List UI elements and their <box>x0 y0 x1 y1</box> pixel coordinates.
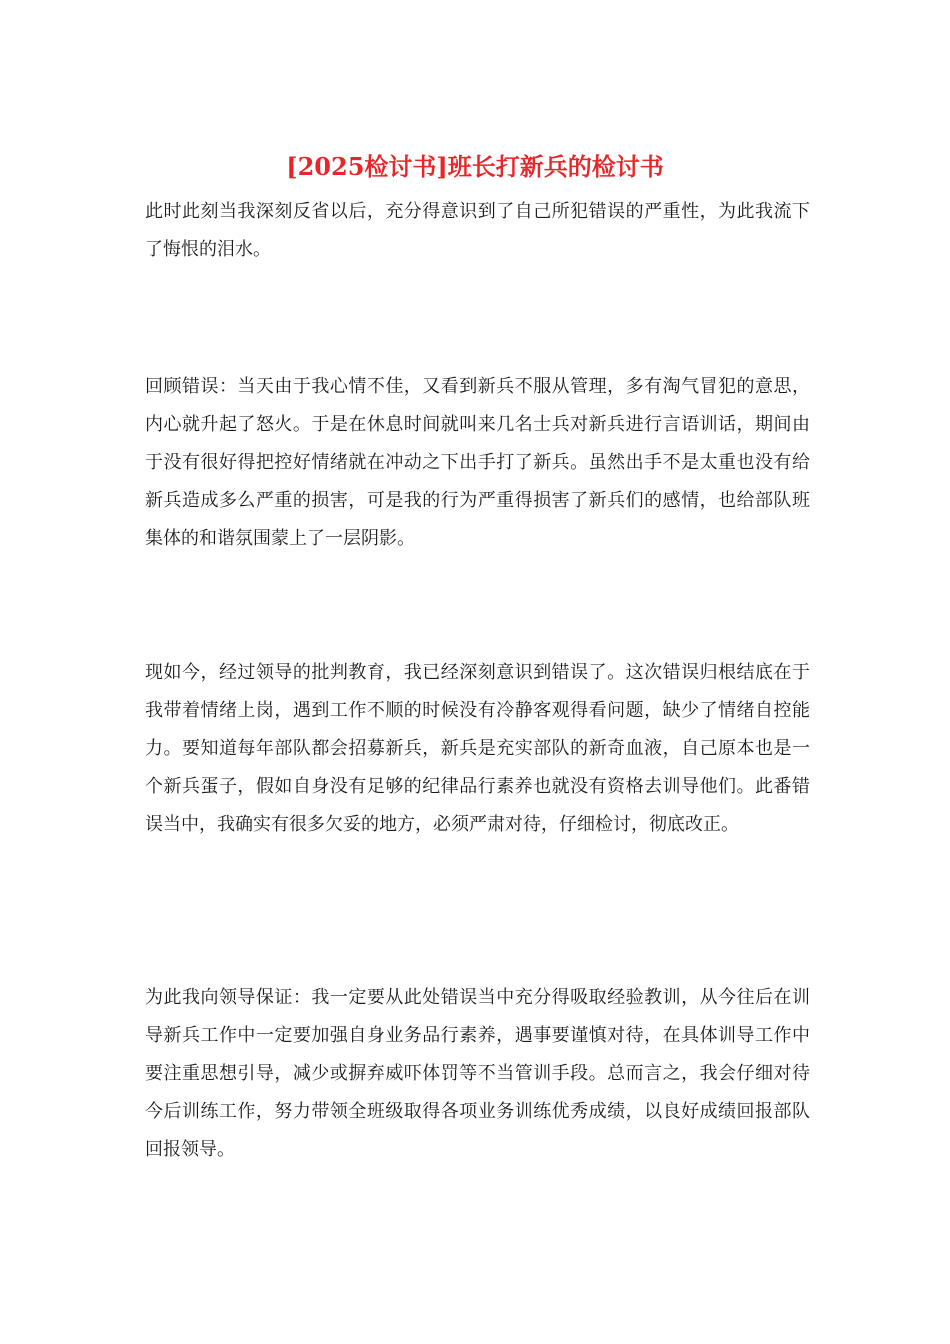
document-title: [2025检讨书]班长打新兵的检讨书 <box>286 152 664 181</box>
paragraph-pledge: 为此我向领导保证：我一定要从此处错误当中充分得吸取经验教训，从今往后在训导新兵工作中一定要加强自身业务品行素养，遇事要谨慎对待，在具体训导工作中要注重思想引导，减少或摒弃威吓体罚等不当管训手段。总而言之，我会仔细对待今后训练工作，努力带领全班级取得各项业务训练优秀成绩，以良好成绩回报部队回报领导。 <box>145 987 810 1160</box>
paragraph-review-error: 回顾错误：当天由于我心情不佳，又看到新兵不服从管理，多有淘气冒犯的意思，内心就升起了怒火。于是在休息时间就叫来几名士兵对新兵进行言语训话，期间由于没有很好得把控好情绪就在冲动之下出手打了新兵。虽然出手不是太重也没有给新兵造成多么严重的损害，可是我的行为严重得损害了新兵们的感情，也给部队班集体的和谐氛围蒙上了一层阴影。 <box>145 376 810 549</box>
paragraph-reflection: 现如今，经过领导的批判教育，我已经深刻意识到错误了。这次错误归根结底在于我带着情绪上岗，遇到工作不顺的时候没有冷静客观得看问题，缺少了情绪自控能力。要知道每年部队都会招募新兵，新兵是充实部队的新奇血液，自己原本也是一个新兵蛋子，假如自身没有足够的纪律品行素养也就没有资格去训导他们。此番错误当中，我确实有很多欠妥的地方，必须严肃对待，仔细检讨，彻底改正。 <box>145 662 810 835</box>
paragraph-intro: 此时此刻当我深刻反省以后，充分得意识到了自己所犯错误的严重性，为此我流下了悔恨的泪水。 <box>145 201 810 260</box>
